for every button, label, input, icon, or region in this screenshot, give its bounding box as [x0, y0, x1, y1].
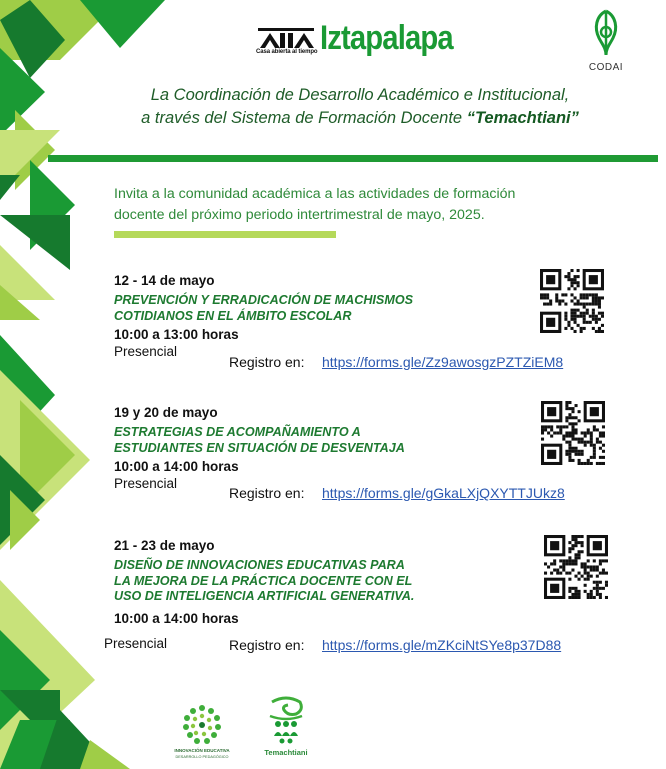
event-title-line: ESTUDIANTES EN SITUACIÓN DE DESVENTAJA: [114, 440, 405, 455]
event-time: 10:00 a 13:00 horas: [114, 327, 239, 342]
event-date: 19 y 20 de mayo: [114, 405, 218, 420]
codai-mark-icon: [590, 8, 622, 58]
event-mode: Presencial: [104, 636, 168, 651]
logo1-caption-line-1: INNOVACIÓN EDUCATIVA: [174, 748, 230, 753]
codai-logo: [584, 8, 628, 74]
event-time: 10:00 a 14:00 horas: [114, 459, 239, 474]
event-date: 21 - 23 de mayo: [114, 538, 215, 553]
headline-line-2: [60, 107, 660, 130]
registration-label: Registro en:: [229, 637, 305, 653]
event-date: 12 - 14 de mayo: [114, 273, 215, 288]
uam-tagline: Casa abierta al tiempo: [256, 49, 318, 55]
registration-link[interactable]: https://forms.gle/gGkaLXjQXYTTJUkz8: [322, 485, 565, 501]
event-title-line: USO DE INTELIGENCIA ARTIFICIAL GENERATIVA.: [114, 589, 415, 603]
campus-name: Iztapalapa: [320, 19, 453, 57]
event-card: [0, 405, 666, 515]
logo2-caption: Temachtiani: [264, 748, 308, 757]
uam-logo: [256, 28, 318, 64]
invitation-underline: [114, 231, 336, 238]
event-card: [0, 538, 666, 663]
event-title: [114, 558, 514, 605]
registration-link[interactable]: https://forms.gle/mZKciNtSYe8p37D88: [322, 637, 562, 653]
event-title: [114, 293, 514, 324]
invitation-text: [114, 184, 634, 226]
registration-label: Registro en:: [229, 485, 305, 501]
program-name: “Temachtiani”: [466, 109, 579, 127]
event-title-line: ESTRATEGIAS DE ACOMPAÑAMIENTO A: [114, 425, 361, 439]
headline-line-1: La Coordinación de Desarrollo Académico e Institucional,: [150, 86, 570, 104]
innovacion-educativa-logo: [174, 704, 230, 768]
event-mode: Presencial: [114, 476, 178, 491]
headline-line-2-prefix: a través del Sistema de Formación Docente: [141, 109, 467, 127]
temachtiani-emblem-icon: [266, 696, 306, 746]
registration-link[interactable]: https://forms.gle/Zz9awosgzPZTZiEM8: [322, 354, 564, 370]
event-title-line: COTIDIANOS EN EL ÁMBITO ESCOLAR: [114, 308, 352, 323]
event-title-line: PREVENCIÓN Y ERRADICACIÓN DE MACHISMOS: [114, 293, 414, 307]
event-time: 10:00 a 14:00 horas: [114, 611, 239, 626]
codai-label: CODAI: [588, 62, 624, 73]
event-card: [0, 273, 666, 383]
qr-code-icon[interactable]: [544, 535, 608, 599]
temachtiani-logo: [256, 696, 316, 766]
event-mode: Presencial: [114, 344, 178, 359]
invitation-line-2: docente del próximo periodo intertrimestral de mayo, 2025.: [114, 207, 485, 223]
uam-mark-icon: [258, 28, 314, 48]
registration-label: Registro en:: [229, 354, 305, 370]
event-title-line: LA MEJORA DE LA PRÁCTICA DOCENTE CON EL: [114, 573, 413, 588]
event-title: [114, 425, 514, 456]
qr-code-icon[interactable]: [540, 269, 604, 333]
invitation-line-1: Invita a la comunidad académica a las actividades de formación: [114, 186, 516, 202]
innovation-wreath-icon: [182, 704, 222, 746]
qr-code-icon[interactable]: [541, 401, 605, 465]
event-title-line: DISEÑO DE INNOVACIONES EDUCATIVAS PARA: [114, 558, 405, 572]
header-divider: [48, 155, 658, 162]
headline: [60, 84, 660, 130]
logo1-caption-line-2: DESARROLLO PEDAGÓGICO: [175, 755, 229, 759]
